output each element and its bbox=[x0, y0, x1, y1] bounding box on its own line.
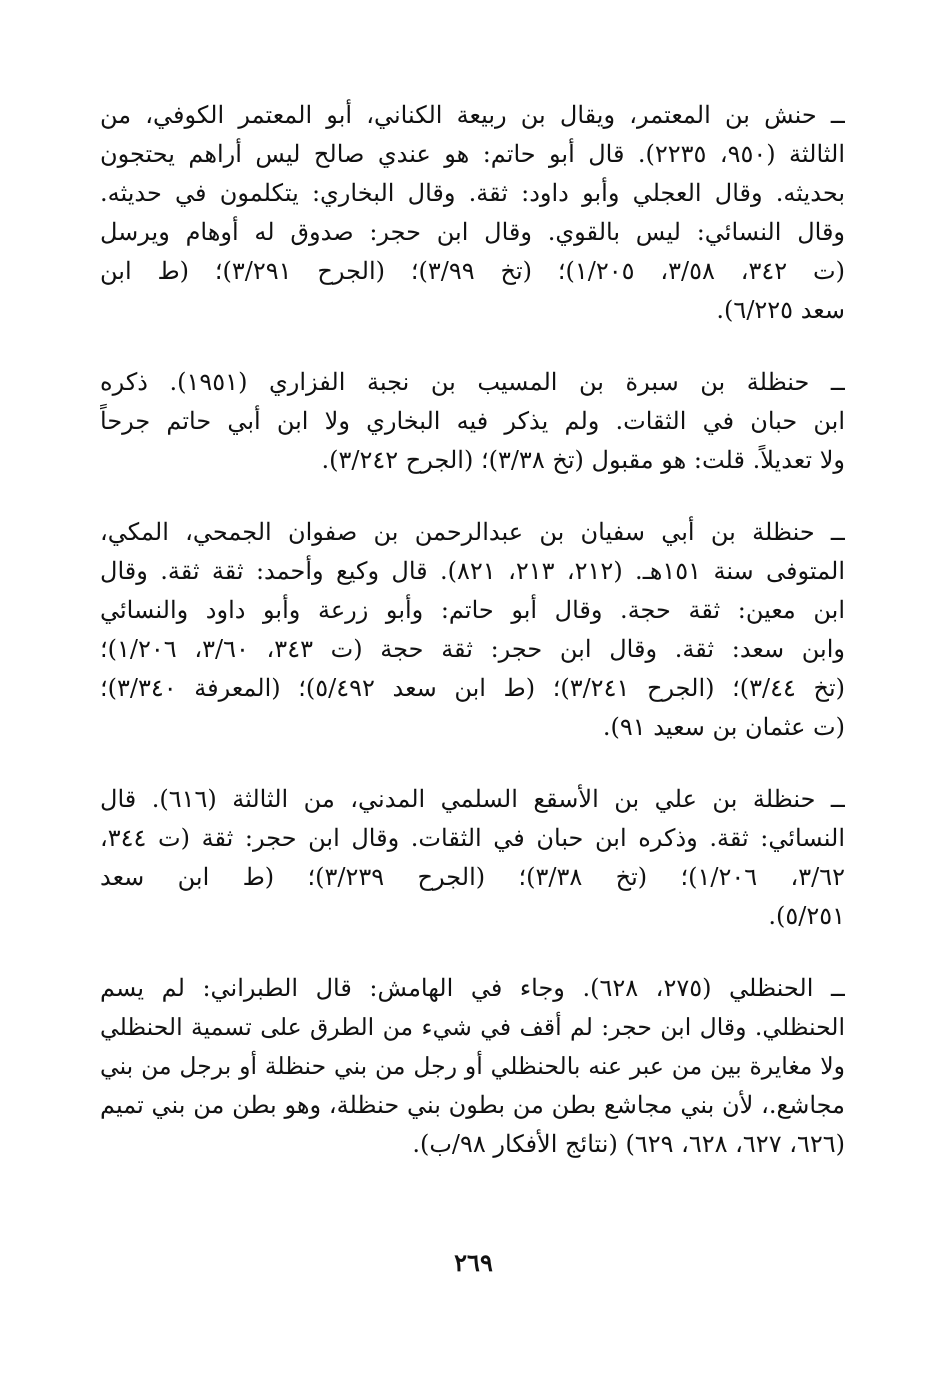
text-line: ــ حنش بن المعتمر، ويقال بن ربيعة الكناني، أبو المعتمر الكوفي، من bbox=[100, 101, 845, 129]
document-body bbox=[100, 96, 845, 1197]
text-line: النسائي: ثقة. وذكره ابن حبان في الثقات. وقال ابن حجر: ثقة (ت ٣٤٤، bbox=[100, 824, 845, 852]
text-line: مجاشع.، لأن بني مجاشع بطن من بطون بني حنظلة، وهو بطن من بني تميم bbox=[100, 1091, 845, 1119]
text-line: المتوفى سنة ١٥١هـ. (٢١٢، ٢١٣، ٨٢١). قال وكيع وأحمد: ثقة ثقة. وقال bbox=[100, 557, 845, 585]
text-line: وقال النسائي: ليس بالقوي. وقال ابن حجر: صدوق له أوهام ويرسل bbox=[100, 218, 845, 246]
text-line: ولا تعديلاً. قلت: هو مقبول (تخ ٣/٣٨)؛ (الجرح ٣/٢٤٢). bbox=[321, 446, 845, 474]
text-line: سعد ٦/٢٢٥). bbox=[716, 296, 845, 324]
text-line: بحديثه. وقال العجلي وأبو داود: ثقة. وقال البخاري: يتكلمون في حديثه. bbox=[100, 179, 845, 207]
text-line: الثالثة (٩٥٠، ٢٢٣٥). قال أبو حاتم: هو عندي صالح ليس أراهم يحتجون bbox=[100, 140, 845, 168]
entry-hanzala-ibn-ali bbox=[100, 780, 845, 936]
entry-al-hanzali bbox=[100, 969, 845, 1164]
text-line: ــ الحنظلي (٢٧٥، ٦٢٨). وجاء في الهامش: قال الطبراني: لم يسم bbox=[100, 974, 845, 1002]
text-line: (ت ٣٤٢، ٣/٥٨، ١/٢٠٥)؛ (تخ ٣/٩٩)؛ (الجرح ٣/٢٩١)؛ (ط ابن bbox=[100, 257, 845, 285]
text-line: وابن سعد: ثقة. وقال ابن حجر: ثقة حجة (ت ٣٤٣، ٣/٦٠، ١/٢٠٦)؛ bbox=[100, 635, 845, 663]
text-line: ــ حنظلة بن سبرة بن المسيب بن نجبة الفزاري (١٩٥١). ذكره bbox=[100, 368, 845, 396]
text-line: ــ حنظلة بن أبي سفيان بن عبدالرحمن بن صفوان الجمحي، المكي، bbox=[100, 518, 845, 546]
text-line: (ت عثمان بن سعيد ٩١). bbox=[602, 713, 845, 741]
text-line: ٥/٢٥١). bbox=[768, 902, 845, 930]
text-line: ــ حنظلة بن علي بن الأسقع السلمي المدني، من الثالثة (٦١٦). قال bbox=[100, 785, 845, 813]
text-line: ابن حبان في الثقات. ولم يذكر فيه البخاري ولا ابن أبي حاتم جرحاً bbox=[100, 407, 845, 435]
text-line: ٣/٦٢، ١/٢٠٦)؛ (تخ ٣/٣٨)؛ (الجرح ٣/٢٣٩)؛ (ط ابن سعد bbox=[100, 863, 845, 891]
text-line: (٦٢٦، ٦٢٧، ٦٢٨، ٦٢٩) (نتائج الأفكار ٩٨/ب). bbox=[412, 1130, 845, 1158]
text-line: الحنظلي. وقال ابن حجر: لم أقف في شيء من الطرق على تسمية الحنظلي bbox=[100, 1013, 845, 1041]
page-number: ٢٦٩ bbox=[454, 1248, 493, 1277]
entry-hanash-ibn-al-mutamir bbox=[100, 96, 845, 330]
text-line: ولا مغايرة بين من عبر عنه بالحنظلي أو رجل من بني حنظلة أو برجل من بني bbox=[100, 1052, 845, 1080]
text-line: (تخ ٣/٤٤)؛ (الجرح ٣/٢٤١)؛ (ط ابن سعد ٥/٤٩٢)؛ (المعرفة ٣/٣٤٠)؛ bbox=[100, 674, 845, 702]
entry-hanzala-ibn-abi-sufyan bbox=[100, 513, 845, 747]
entry-hanzala-ibn-sabra bbox=[100, 363, 845, 480]
text-line: ابن معين: ثقة حجة. وقال أبو حاتم: وأبو زرعة وأبو داود والنسائي bbox=[100, 596, 845, 624]
